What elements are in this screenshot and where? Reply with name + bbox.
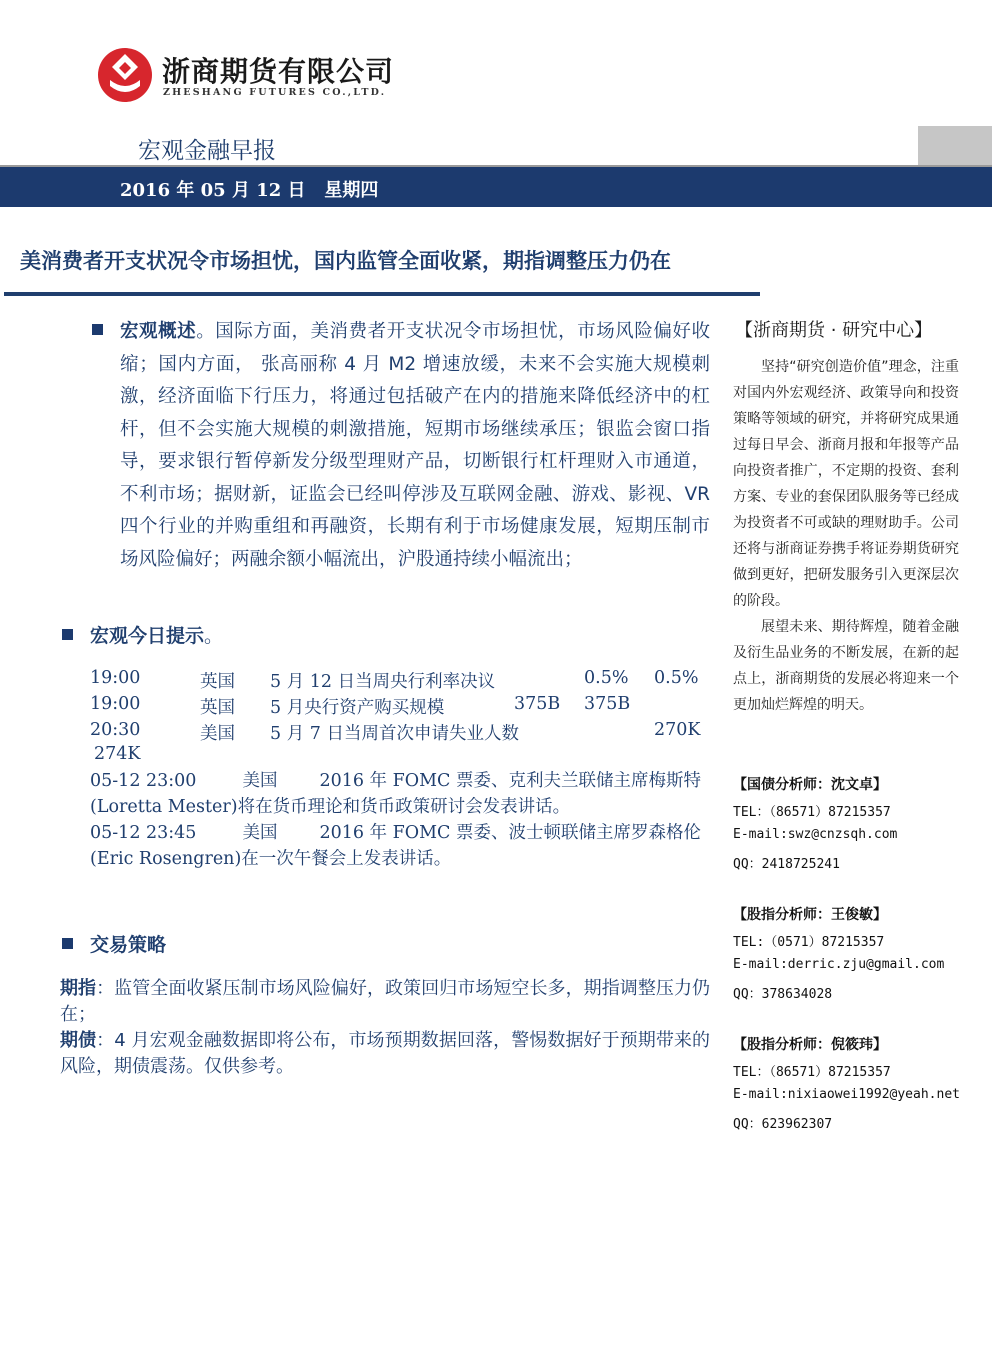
event-forecast: 274K: [94, 744, 141, 764]
long-event: [90, 768, 710, 820]
strategy-item-bond-futures: [60, 1028, 710, 1080]
analyst-email: E-mail:nixiaowei1992@yeah.net: [733, 1087, 960, 1102]
today-section-title: 宏观今日提示。: [90, 625, 224, 647]
analyst-qq: QQ：623962307: [733, 1117, 833, 1132]
event-country: 英国: [200, 698, 235, 718]
analyst-tel: TEL：（86571）87215357: [733, 805, 891, 820]
event-forecast: 375B: [584, 694, 631, 714]
sidebar-intro: [733, 354, 959, 718]
event-time: 19:00: [90, 694, 141, 714]
event-country: 美国: [200, 724, 235, 744]
analyst-tel: TEL：（86571）87215357: [733, 1065, 891, 1080]
event-time: 20:30: [90, 720, 141, 740]
event-name: 5 月央行资产购买规模: [270, 698, 445, 718]
bullet-square-icon: [62, 629, 73, 640]
strategy-text: ：4 月宏观金融数据即将公布，市场预期数据回落，警惕数据好于预期带来的风险，期债震荡。仅供参考。: [60, 1030, 711, 1077]
company-logo-icon: [96, 46, 154, 104]
event-previous: 375B: [514, 694, 561, 714]
event-description: 2016 年 FOMC 票委、克利夫兰联储主席梅斯特(Loretta Mester)将在货币理论和货币政策研讨会发表讲话。: [90, 771, 701, 817]
analyst-tel: TEL:（0571）87215357: [733, 935, 885, 950]
long-event: [90, 820, 710, 872]
event-time: 05-12 23:45: [90, 823, 197, 843]
bullet-square-icon: [92, 324, 103, 335]
sidebar-title: 【浙商期货 · 研究中心】: [735, 320, 933, 341]
analyst-qq: QQ：2418725241: [733, 857, 840, 872]
event-time: 05-12 23:00: [90, 771, 197, 791]
bullet-square-icon: [62, 938, 73, 949]
report-date: [120, 176, 378, 202]
strategy-text: ：监管全面收紧压制市场风险偏好，政策回归市场短空长多，期指调整压力仍在；: [60, 978, 711, 1025]
event-name: 5 月 7 日当周首次申请失业人数: [270, 724, 519, 744]
weekday: 星期四: [324, 180, 379, 201]
event-time: 19:00: [90, 668, 141, 688]
analyst-title: 【股指分析师：王俊敏】: [733, 907, 887, 923]
strategy-item-index-futures: [60, 976, 710, 1028]
analyst-title: 【股指分析师：倪筱玮】: [733, 1037, 887, 1053]
company-name-cn: 浙商期货有限公司: [162, 55, 395, 88]
strategy-key: 期债: [60, 1030, 97, 1051]
event-previous: 270K: [654, 720, 701, 740]
headline-rule: [4, 292, 760, 296]
sidebar-intro-p2: 展望未来、期待辉煌，随着金融及衍生品业务的不断发展，在新的起点上，浙商期货的发展必将迎来一个更加灿烂辉煌的明天。: [733, 619, 959, 713]
headline: 美消费者开支状况令市场担忧，国内监管全面收紧，期指调整压力仍在: [20, 249, 671, 273]
event-description: 2016 年 FOMC 票委、波士顿联储主席罗森格伦(Eric Rosengren)在一次午餐会上发表讲话。: [90, 823, 701, 869]
event-country: 英国: [200, 672, 235, 692]
event-country: 美国: [242, 771, 278, 791]
event-forecast: 0.5%: [654, 668, 699, 688]
macro-overview-text: 。国际方面，美消费者开支状况令市场担忧，市场风险偏好收缩；国内方面， 张高丽称 4 月 M2 增速放缓，未来不会实施大规模刺激，经济面临下行压力，将通过包括破产在内的措施来降低经济中的杠杆，但不会实施大规模的刺激措施，短期市场继续承压；银监会窗口指导，要求银行暂停新发分级型理财产品，切断银行杠杆理财入市通道，不利市场；据财新，证监会已经叫停涉及互联网金融、游戏、影视、VR 四个行业的并购重组和再融资，长期有利于市场健康发展，短期压制市场风险偏好；两融余额小幅流出，沪股通持续小幅流出；: [120, 321, 710, 570]
strategy-section-title: 交易策略: [90, 934, 167, 956]
header-grey-block: [918, 126, 992, 166]
strategy-key: 期指: [60, 978, 97, 999]
date-value: 2016 年 05 月 12 日: [120, 180, 306, 201]
analyst-email: E-mail:swz@cnzsqh.com: [733, 827, 898, 842]
event-country: 美国: [242, 823, 278, 843]
company-name-en: ZHESHANG FUTURES CO.,LTD.: [163, 87, 387, 98]
analyst-title: 【国债分析师：沈文卓】: [733, 777, 887, 793]
analyst-qq: QQ：378634028: [733, 987, 833, 1002]
event-name: 5 月 12 日当周央行利率决议: [270, 672, 496, 692]
macro-overview-paragraph: [120, 316, 710, 576]
report-type-title: 宏观金融早报: [138, 138, 276, 164]
analyst-email: E-mail:derric.zju@gmail.com: [733, 957, 945, 972]
event-previous: 0.5%: [584, 668, 629, 688]
macro-overview-label: 宏观概述: [120, 321, 197, 342]
sidebar-intro-p1: 坚持“研究创造价值”理念，注重对国内外宏观经济、政策导向和投资策略等领域的研究，并将研究成果通过每日早会、浙商月报和年报等产品向投资者推广，不定期的投资、套利方案、专业的套保团队服务等已经成为投资者不可或缺的理财助手。公司还将与浙商证券携手将证券期货研究做到更好，把研发服务引入更深层次的阶段。: [733, 359, 959, 609]
